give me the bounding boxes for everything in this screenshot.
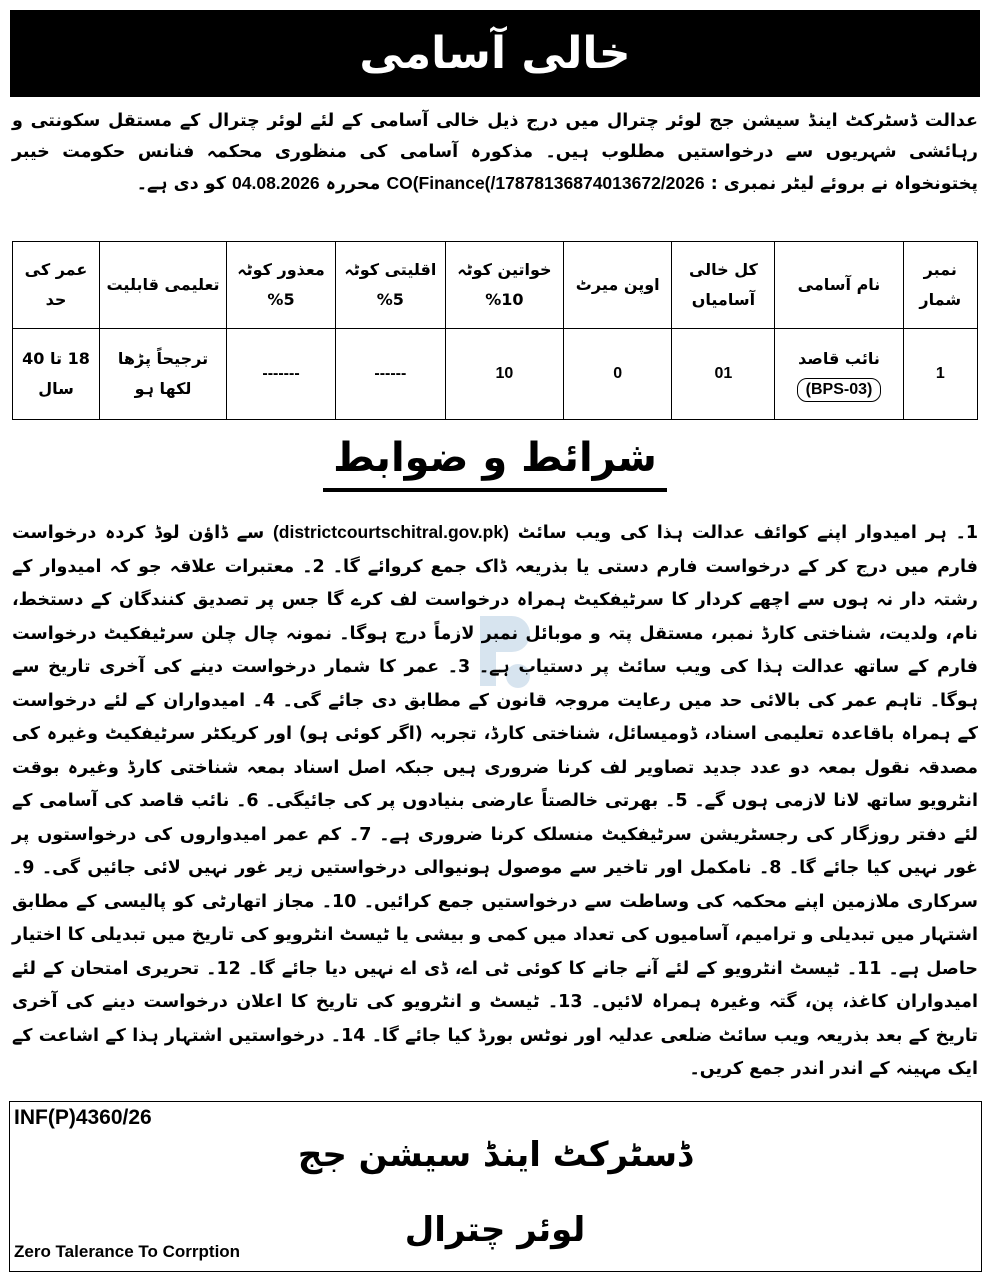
- condition-4: 4۔ امیدواران کے لئے درخواست کے ہمراہ باقاعدہ تعلیمی اسناد، ڈومیسائل، شناختی کارڈ، تجربہ (اگر کوئی ہو) اور کریکٹر سرٹیفکیٹ وغیرہ کی مصدقہ نقول بمعہ دو عدد جدید تصاویر لف کرنا ضروری ہیں جبکہ اصل اسناد بمعہ شناختی کارڈ وغیرہ بوقت انٹرویو ساتھ لانا لازمی ہوں گے۔: [12, 690, 979, 811]
- condition-2: 2۔ معتبرات علاقہ جو کہ امیدوار کے رشتہ دار نہ ہوں سے اچھے کردار کا سرٹیفکیٹ ہمراہ درخواست لف کرے گا جس پر تصدیق کنندگان کے دستخط، نام، ولدیت، شناختی کارڈ نمبر، مستقل پتہ و موبائل نمبر لازماً درج ہوگا۔ نمونہ چال چلن سرٹیفکیٹ درخواست فارم کے ساتھ عدالت ہذا کی ویب سائٹ پر دستیاب ہے۔: [12, 556, 978, 677]
- condition-5: 5۔ بھرتی خالصتاً عارضی بنیادوں پر کی جائیگی۔: [265, 791, 688, 811]
- condition-1b: سے ڈاؤن لوڈ کردہ درخواست فارم میں درج کر کے درخواست فارم دستی یا بذریعہ ڈاک جمع کروائے گا۔: [12, 523, 978, 577]
- header-total-posts: کل خالی آسامیاں: [672, 242, 775, 329]
- cell-women-quota: 10: [445, 329, 563, 420]
- cell-post-name: [775, 329, 903, 420]
- cell-age-limit: 18 تا 40 سال: [13, 329, 100, 420]
- letter-date: 04.08.2026: [232, 173, 320, 193]
- condition-7: 7۔ کم عمر امیدواروں کی درخواستوں پر غور نہیں کیا جائے گا۔: [12, 824, 979, 878]
- header-age-limit: عمر کی حد: [13, 242, 100, 329]
- posts-table: [12, 241, 978, 420]
- header-serial: نمبر شمار: [903, 242, 977, 329]
- signatory-title: ڈسٹرکٹ اینڈ سیشن جج: [297, 1135, 693, 1175]
- cell-open-merit: 0: [564, 329, 672, 420]
- conditions-heading: شرائط و ضوابط: [323, 432, 667, 492]
- table-header-row: [13, 242, 978, 329]
- post-scale: (BPS-03): [797, 378, 882, 402]
- header-open-merit: اوپن میرٹ: [564, 242, 672, 329]
- header-women-quota: خواتین کوٹہ 10%: [445, 242, 563, 329]
- condition-1a: 1۔ ہر امیدوار اپنے کوائف عدالت ہذا کی ویب سائٹ: [517, 523, 979, 543]
- condition-14: 14۔ درخواستیں اشتہار ہذا کے اشاعت کے ایک مہینہ کے اندر اندر جمع کریں۔: [12, 1025, 978, 1079]
- intro-text-1: عدالت ڈسٹرکٹ اینڈ سیشن جج لوئر چترال میں درج ذیل خالی آسامی کے لئے لوئر چترال کے مستقل سکونتی و رہائشی شہریوں سے درخواستیں مطلوب ہیں۔ مذکورہ آسامی کی منظوری محکمہ فنانس حکومت خیبر پختونخواہ نے بروئے لیٹر نمبری :: [12, 111, 978, 194]
- header-disabled-quota: معذور کوٹہ 5%: [227, 242, 336, 329]
- page-title: خالی آسامی: [359, 28, 631, 79]
- court-website-link[interactable]: (districtcourtschitral.gov.pk): [272, 522, 509, 542]
- cell-disabled-quota: -------: [227, 329, 336, 420]
- post-name: نائب قاصد: [798, 349, 880, 368]
- cell-qualification: ترجیحاً پڑھا لکھا ہو: [100, 329, 227, 420]
- intro-paragraph: [12, 106, 978, 200]
- header-post-name: نام آسامی: [775, 242, 903, 329]
- inf-number: INF(P)4360/26: [14, 1106, 152, 1129]
- header-qualification: تعلیمی قابلیت: [100, 242, 227, 329]
- intro-text-3: کو دی ہے۔: [136, 174, 226, 194]
- condition-3: 3۔ عمر کا شمار درخواست دینے کی آخری تاریخ سے ہوگا۔ تاہم عمر کی بالائی حد میں رعایت مروجہ قانون کے مطابق دی جائے گی۔: [12, 657, 979, 711]
- conditions-heading-wrap: [0, 432, 990, 492]
- intro-text-2: محررہ: [325, 174, 381, 194]
- title-banner: [10, 10, 980, 97]
- condition-11: 11۔ ٹیسٹ انٹرویو کے لئے آنے جانے کا کوئی ٹی اے، ڈی اے نہیں دیا جائے گا۔: [247, 958, 882, 979]
- condition-12: 12۔ تحریری امتحان کے لئے امیدواران کاغذ، پن، گتہ وغیرہ ہمراہ لائیں۔: [12, 958, 979, 1012]
- header-minority-quota: اقلیتی کوٹہ 5%: [336, 242, 446, 329]
- condition-8: 8۔ نامکمل اور تاخیر سے موصول ہونیوالی درخواستیں زیر غور نہیں لائی جائیں گی۔: [41, 858, 782, 878]
- condition-6: 6۔ نائب قاصد کی آسامی کے لئے دفتر روزگار کی رجسٹریشن سرٹیفکیٹ منسلک کرنا ضروری ہے۔: [12, 791, 979, 845]
- cell-minority-quota: ------: [336, 329, 446, 420]
- cell-total-posts: 01: [672, 329, 775, 420]
- letter-number: CO(Finance(/17878136874013672/2026: [386, 173, 705, 193]
- condition-10: 10۔ مجاز اتھارٹی کو پالیسی کے مطابق اشتہار میں تبدیلی و ترامیم، آسامیوں کی تعداد میں کمی و بیشی یا ٹیسٹ انٹرویو کی تاریخ میں تبدیلی کا اختیار حاصل ہے۔: [12, 891, 979, 979]
- conditions-text: [12, 516, 978, 1087]
- footer-slogan: Zero Talerance To Corrption: [14, 1242, 241, 1261]
- signatory-location: لوئر چترال: [404, 1210, 586, 1250]
- condition-13: 13۔ ٹیسٹ و انٹرویو کی تاریخ کا اعلان درخواست دینے کی آخری تاریخ کے بعد بذریعہ ویب سائٹ ضلعی عدلیہ اور نوٹس بورڈ کیا جائے گا۔: [12, 992, 979, 1046]
- condition-9: 9۔ سرکاری ملازمین اپنے محکمہ کی وساطت سے درخواستیں جمع کرائیں۔: [12, 858, 979, 912]
- table-row: [13, 329, 978, 420]
- cell-serial: 1: [903, 329, 977, 420]
